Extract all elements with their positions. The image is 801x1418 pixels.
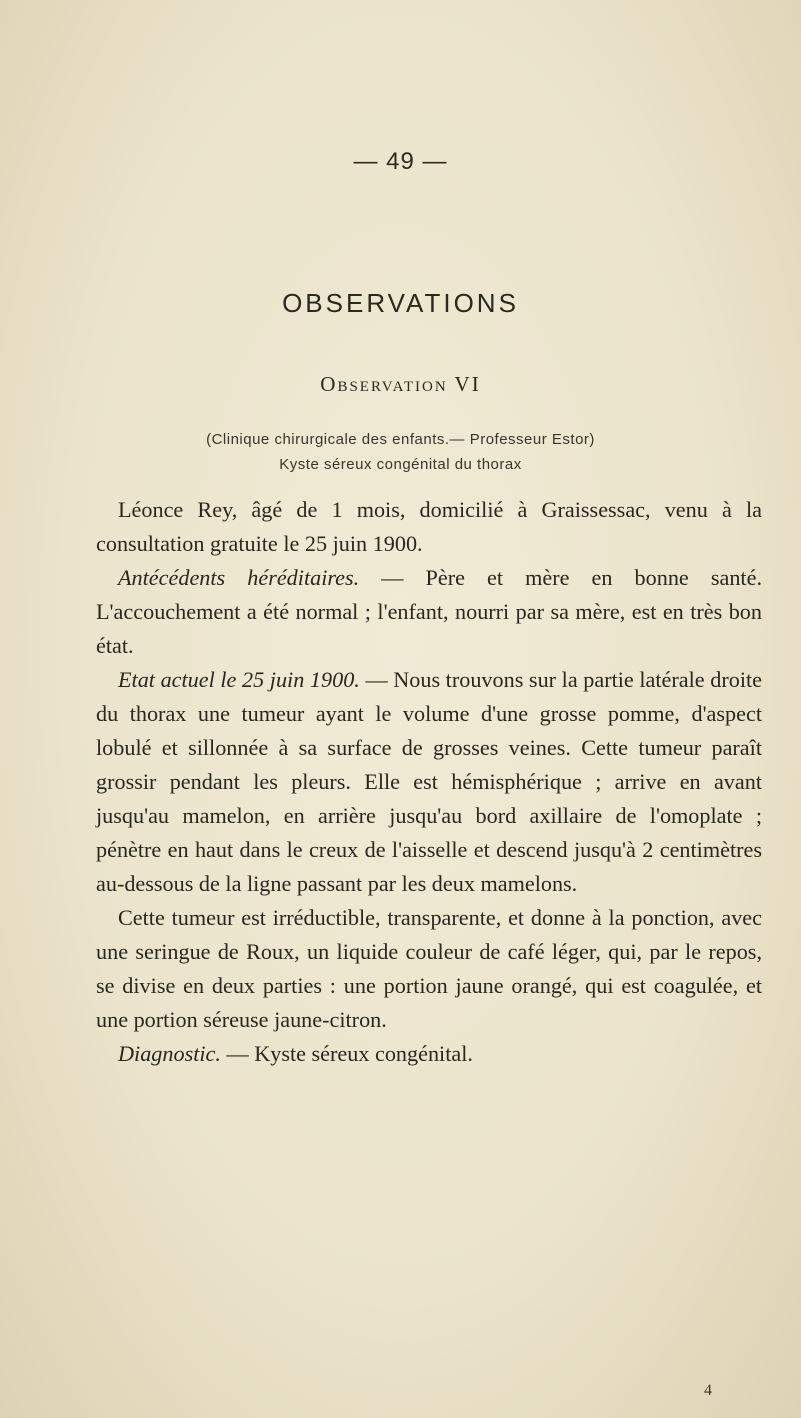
diagnostic-text: — Kyste séreux congénital. [220,1041,473,1066]
observation-title: Observation VI [320,372,481,396]
diagnostic-label: Diagnostic. [118,1041,221,1066]
antecedents-text: — Père et mère en bonne santé. L'accouchement a été normal ; l'enfant, nourri par sa mère, est en très bon état. [96,565,762,658]
case-subtitle: Kyste séreux congénital du thorax [279,456,522,473]
etat-actuel-text: — Nous trouvons sur la partie latérale droite du thorax une tumeur ayant le volume d'une grosse pomme, d'aspect lobulé et sillonnée à sa surface de grosses veines. Cette tumeur paraît grossir pendant les pleurs. Elle est hémisphérique ; arrive en avant jusqu'au mamelon, en arrière jusqu'au bord axillaire de l'omoplate ; pénètre en haut dans le creux de l'aisselle et descend jusqu'à 2 centimètres au-dessous de la ligne passant par les deux mamelons. [96,667,763,896]
signature-mark: 4 [704,1382,712,1399]
etat-actuel-label: Etat actuel le 25 juin 1900. [118,667,360,692]
clinic-line: (Clinique chirurgicale des enfants.— Professeur Estor) [206,431,595,448]
paragraph-etat-actuel [96,663,762,901]
page-number: — 49 — [353,148,448,175]
antecedents-label: Antécédents héréditaires. [118,565,360,590]
paragraph-patient: Léonce Rey, âgé de 1 mois, domicilié à Graissessac, venu à la consultation gratuite le 25 juin 1900. [96,497,762,556]
paragraph-tumeur: Cette tumeur est irréductible, transparente, et donne à la ponction, avec une seringue de Roux, un liquide couleur de café léger, qui, par le repos, se divise en deux parties : une portion jaune orangé, qui est coagulée, et une portion séreuse jaune-citron. [96,905,762,1032]
paragraph-diagnostic [96,1037,762,1071]
observation-body [96,493,762,1071]
paragraph-antecedents [96,561,762,663]
section-heading: OBSERVATIONS [282,288,519,318]
